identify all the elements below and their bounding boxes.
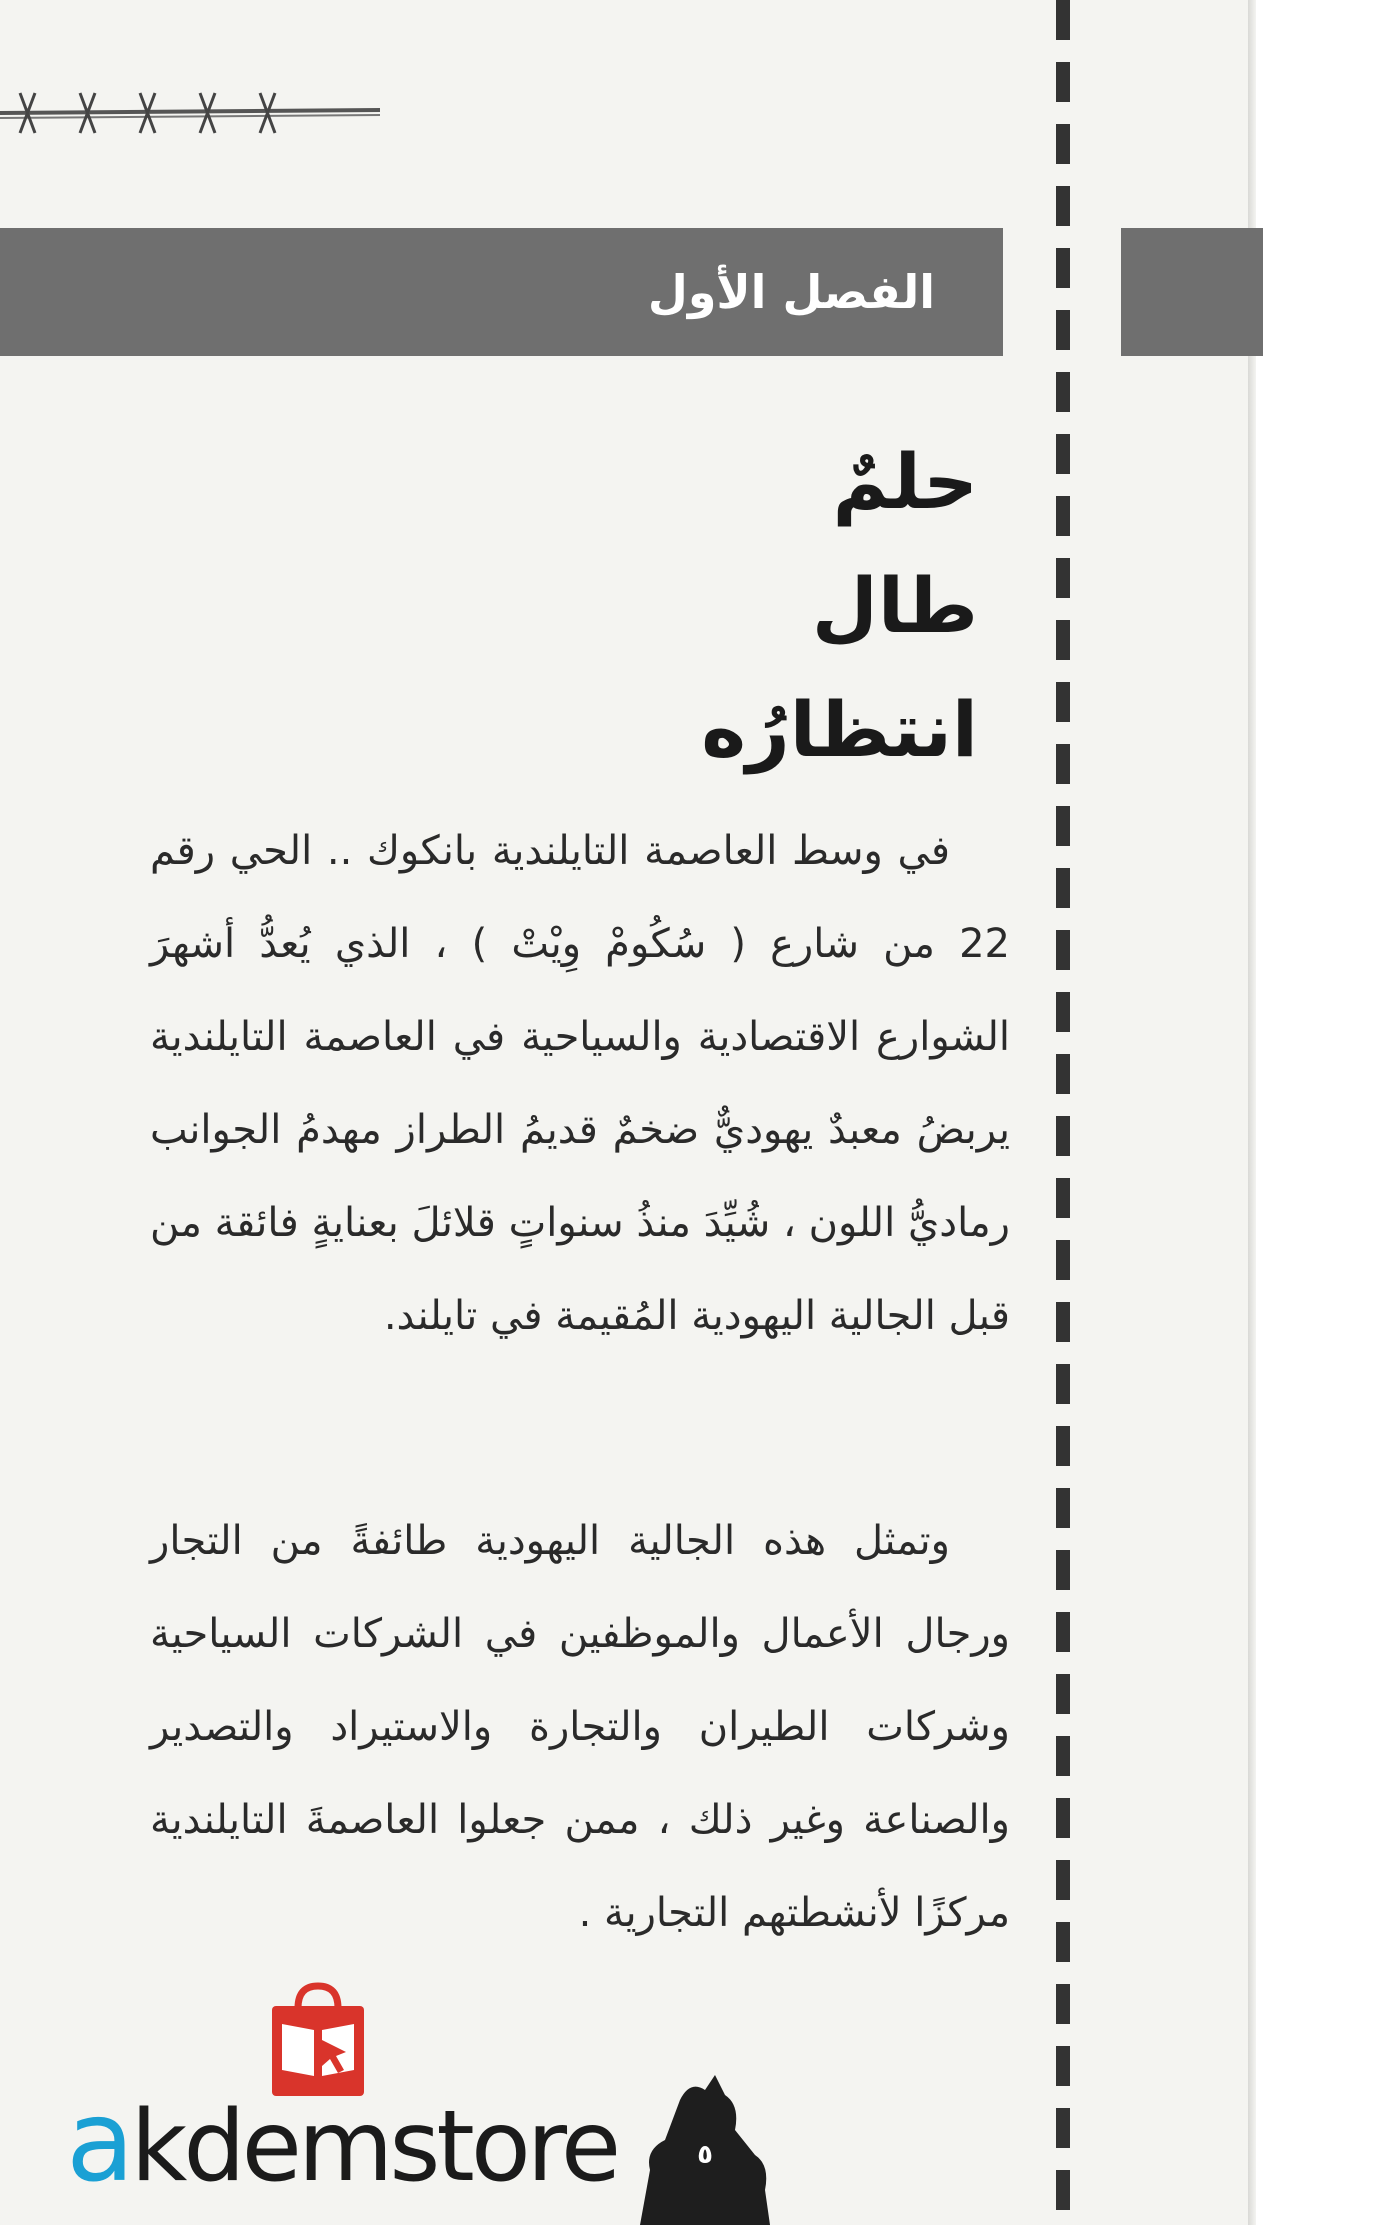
- page-number: ٥: [697, 2140, 713, 2170]
- story-title-line-1: حلمٌ: [832, 437, 978, 526]
- story-title: [558, 420, 978, 792]
- story-title-line-2: طال: [811, 561, 978, 650]
- barbed-wire-ornament: [0, 78, 400, 148]
- store-watermark: [66, 2077, 618, 2207]
- dashed-divider: [1056, 0, 1070, 2225]
- body-paragraph-2: وتمثل هذه الجالية اليهودية طائفةً من التجار ورجال الأعمال والموظفين في الشركات السياحية وشركات الطيران والتجارة والاستيراد والتصدير والصناعة وغير ذلك ، ممن جعلوا العاصمةَ التايلندية مركزًا لأنشطتهم التجارية .: [150, 1518, 1010, 1936]
- chapter-label: الفصل الأول: [647, 265, 935, 319]
- side-banner-tab: [1121, 228, 1263, 356]
- store-watermark-letter: a: [66, 2077, 131, 2207]
- store-watermark-text: kdemstore: [130, 2090, 618, 2204]
- chapter-banner: [0, 228, 1003, 356]
- story-title-line-3: انتظارُه: [701, 685, 978, 774]
- page-edge: [1248, 0, 1398, 2225]
- body-paragraph-1: في وسط العاصمة التايلندية بانكوك .. الحي رقم 22 من شارع ( سُكُومْ وِيْتْ ) ، الذي يُعدُّ أشهرَ الشوارع الاقتصادية والسياحية في العاصمة التايلندية يربضُ معبدٌ يهوديٌّ ضخمٌ قديمُ الطراز مهدمُ الجوانب رماديُّ اللون ، شُيِّدَ منذُ سنواتٍ قلائلَ بعنايةٍ فائقة من قبل الجالية اليهودية المُقيمة في تايلند.: [150, 828, 1010, 1339]
